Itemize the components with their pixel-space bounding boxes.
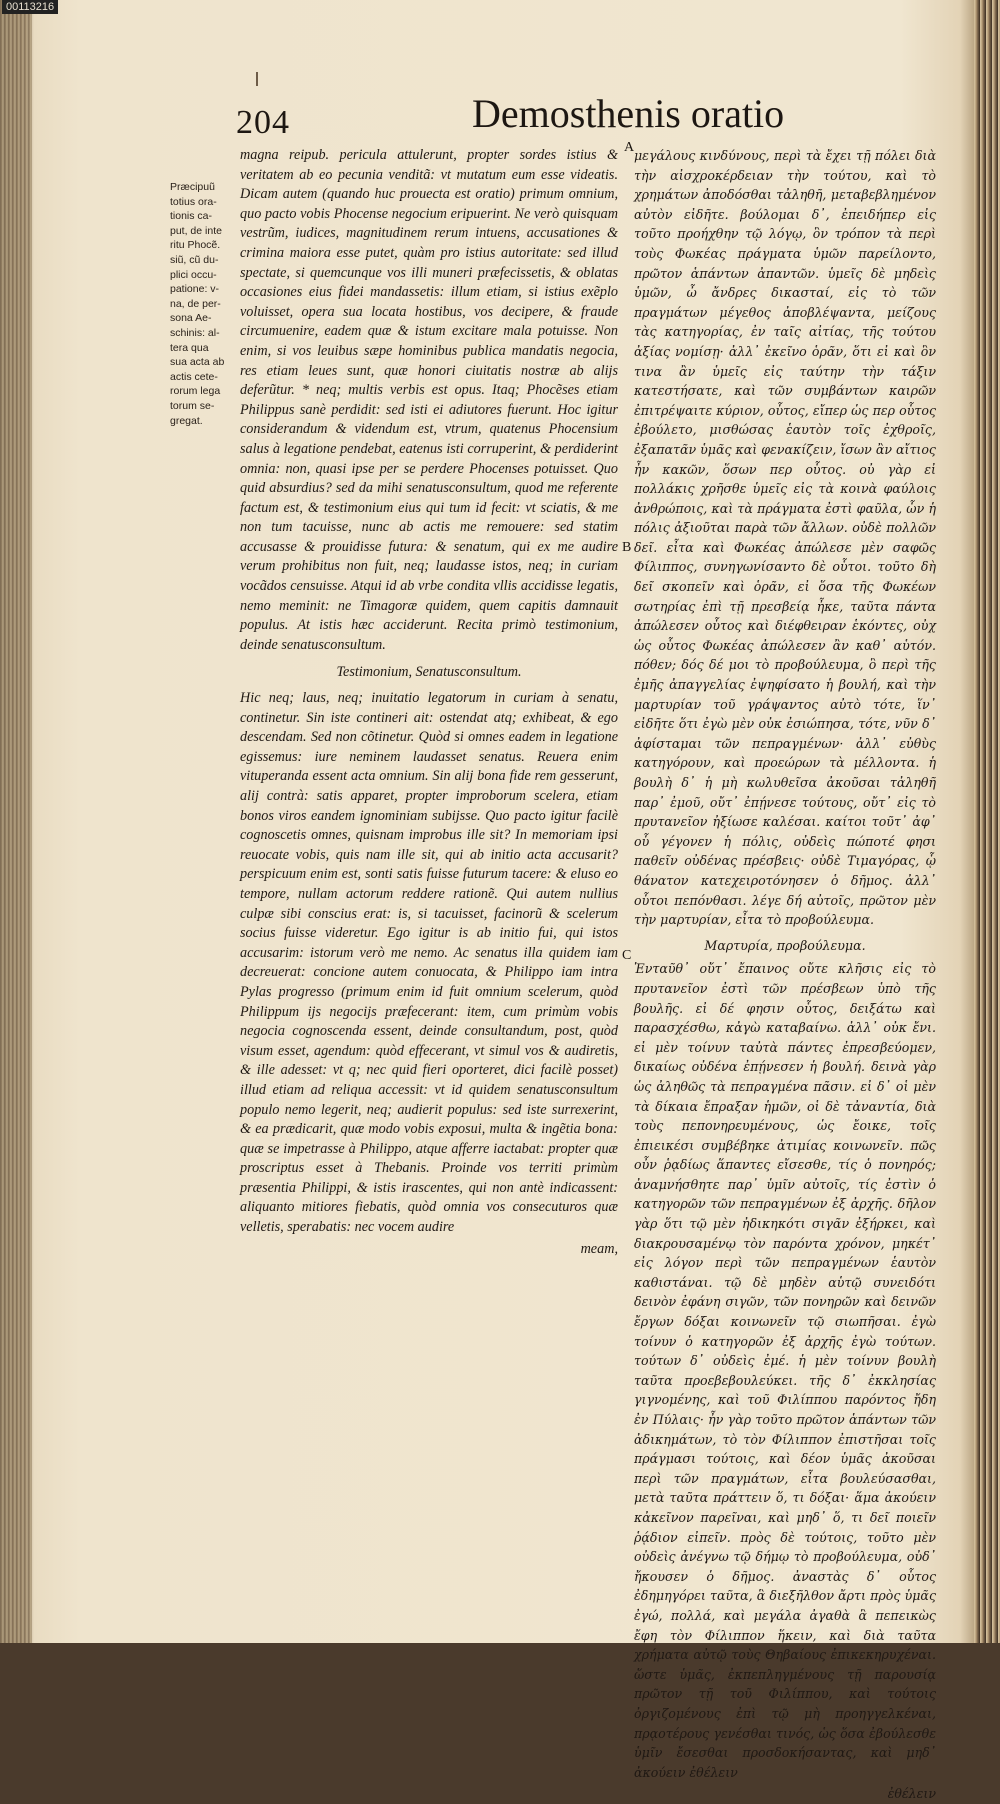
margin-note-line: siũ, cũ du- xyxy=(170,253,219,266)
margin-note-line: ritu Phocẽ. xyxy=(170,239,221,252)
greek-paragraph-1: μεγάλους κινδύνους, περὶ τὰ ἔχει τῇ πόλει διὰ τὴν αἰσχροκέρδειαν τὴν τούτου, καὶ τὸ χρημάτων ἀποδόσθαι τἀληθῆ, μεταβεβλημένον αὐτὸν εἰδῆτε. βούλομαι δ᾽, ἐπειδήπερ εἰς τοῦτο προήχθην τῷ λόγῳ, ὃν τρόπον τὰ περὶ τοὺς Φωκέας πράγματα ὑμῶν παρείλοντο, πρῶτον ἁπάντων ἀπαντῶν. ὑμεῖς δὲ μηδεὶς ὑμῶν, ὦ ἄνδρες δικασταί, εἰς τὸ τῶν πραγμάτων μέγεθος ἀποβλέψαντα, μείζους τὰς κατηγορίας, ἐν ταῖς αἰτίας, τῆς τούτου ἀξίας νομίσῃ· ἀλλ᾽ ἐκεῖνο ὁρᾶν, ὅτι εἰ καὶ ὃν τινα ἂν ὑμεῖς εἰς ταύτην τὴν τάξιν κατεστήσατε, καὶ τῶν συμβάντων καιρῶν ἐπιτρέψαιτε κύριον, οὗτος, εἴπερ ὡς περ οὗτος ἐβούλετο, μισθώσας ἑαυτὸν τοῖς ἐχθροῖς, ἐξαπατᾶν ὑμᾶς καὶ φενακίζειν, ἴσων ἂν αἴτιος ἦν κακῶν, ὅσων περ οὗτος. οὐ γὰρ εἰ πολλάκις χρῆσθε ὑμεῖς εἰς τὰ κοινὰ φαύλοις ἀνθρώποις, καὶ τὰ πράγματα ἐστὶ φαῦλα, ὧν ἡ πόλις ἀξιοῦται παρὰ τῶν ἄλλων. οὐδὲ πολλῶν δεῖ. εἶτα καὶ Φωκέας ἀπώλεσε μὲν σαφῶς Φίλιππος, συνηγωνίσαντο δὲ οὗτοι. τοῦτο δὴ δεῖ σκοπεῖν καὶ ὁρᾶν, εἰ ὅσα τῆς Φωκέων σωτηρίας ἐπὶ τῇ πρεσβείᾳ ἦκε, ταῦτα πάντα ἀπώλεσεν οὗτος καὶ διέφθειραν ἑκόντες, οὐχ ὡς οὗτος Φωκέας ἀπώλεσεν ἂν καθ᾽ αὑτόν. πόθεν; δός δέ μοι τὸ προβούλευμα, ὃ περὶ τῆς ἐμῆς ἀπαγγελίας ἐψηφίσατο ἡ βουλή, καὶ τὴν μαρτυρίαν τοῦ γράψαντος αὐτὸ τότε, ἵν᾽ εἰδῆτε ὅτι ἐγὼ μὲν οὐκ ἐσιώπησα, τότε, νῦν δ᾽ ἀφίσταμαι τῶν πεπραγμένων· ἀλλ᾽ εὐθὺς κατηγόρουν, καὶ προεώρων τὰ μέλλοντα. ἡ βουλὴ δ᾽ ἡ μὴ κωλυθεῖσα ἀκοῦσαι τἀληθῆ παρ᾽ ἐμοῦ, οὔτ᾽ ἐπῄνεσε τούτους, οὔτ᾽ εἰς τὸ πρυτανεῖον ἠξίωσε καλέσαι. καίτοι τοῦτ᾽ ἀφ᾽ οὗ γέγονεν ἡ πόλις, οὐδεὶς πώποτέ φησι παθεῖν οὐδένας πρέσβεις· οὐδὲ Τιμαγόρας, ᾧ θάνατον κατεχειροτόνησεν ὁ δῆμος. ἀλλ᾽ οὗτοι πεπόνθασι. λέγε δή αὐτοῖς, πρῶτον μὲν τὴν μαρτυρίαν, εἶτα τὸ προβούλευμα. xyxy=(634,148,936,928)
margin-note-line: schinis: al- xyxy=(170,326,220,339)
margin-note-line: totius ora- xyxy=(170,195,217,208)
latin-paragraph-1: magna reipub. pericula attulerunt, propter sordes istius & veritatem ab eo pecunia venditã: vt mutatum eum esse videatis. Dicam autem (quando huc prouecta est oratio) primum omnium, quo pacto vobis Phocense negocium eripuerint. Ne verò quisquam vestrũm, iudices, magnitudinem rerum intuens, accusationes & crimina maiora esse putet, quàm pro istius autoritate: sed illud spectate, si quemcunque vos illi muneri præfecissetis, & oblatas occasiones eius fidei mandassetis: illum etiam, si istius exẽplo voluisset, opera sua locata hostibus, vos decipere, & fraude circumuenire, eadem quæ & istum excitare mala potuisse. Non enim, si vos leuibus sæpe hominibus publica mandatis negocia, res etiam leues sunt, quæ honori ciuitatis nostræ ab alijs deferũtur. * neq; multis verbis est opus. Itaq; Phocẽses etiam Philippus sanè perdidit: sed isti ei adiutores fuerunt. Hoc igitur considerandum & videndum est, vtrum, quatenus Phocensium salus à legatione pendebat, eatenus isti corruperint, & perdiderint omnia: non, quasi ipse per se perdere Phocenses potuisset. Quo quid absurdius? sed da mihi senatusconsultum, quod me referente factum est, & testimonium eius qui tum id fecit: vt sciatis, & me non tum tacuisse, nunc ab actis me remouere: sed statim accusasse & prouidisse futura: & senatum, qui ex me audire verum prohibitus non fuit, neq; laudasse istos, neq; in curiam vocãdos censuisse. Atqui id ab vrbe condita vllis accidisse legatis, nemo meminit: ne Timagoræ quidem, quem capitis damnauit populus. At istis hæc acciderunt. Recita primò testimonium, deinde senatusconsultum. xyxy=(240,147,618,653)
page-header xyxy=(236,88,796,148)
margin-note-line: patione: v- xyxy=(170,283,220,296)
archive-id-label: 00113216 xyxy=(2,0,58,14)
margin-note-line: torum se- xyxy=(170,399,215,412)
right-page-edges xyxy=(974,0,1000,1643)
greek-catchword: ἐθέλειν xyxy=(887,1786,936,1802)
margin-note-line: gregat. xyxy=(170,414,203,427)
margin-note-line: tionis ca- xyxy=(170,210,213,223)
page-number: 204 xyxy=(236,104,290,141)
margin-note-line: sona Ae- xyxy=(170,312,212,325)
margin-note-line: actis cete- xyxy=(170,370,218,383)
margin-note-line: tera qua xyxy=(170,341,209,354)
greek-column xyxy=(634,146,936,1804)
margin-note-line: na, de per- xyxy=(170,297,221,310)
section-mark-c: C xyxy=(622,948,632,963)
section-mark-a: A xyxy=(624,140,635,155)
margin-note-line: plici occu- xyxy=(170,268,217,281)
ink-mark xyxy=(256,72,258,86)
greek-section-heading: Μαρτυρία, προβούλευμα. xyxy=(704,937,866,953)
latin-paragraph-2: Hic neq; laus, neq; inuitatio legatorum in curiam à senatu, continetur. Sin iste contineri ait: ostendat atq; exhibeat, & ego descendam. Sed non cõtinetur. Quòd si omnes eadem in legatione egissemus: iure neminem laudasset senatus. Reuera enim vituperanda essent acta omnium. Sin alij bona fide rem gesserunt, alij contrà: satis apparet, propter improborum scelera, etiam bonos viros eandem ignominiam subijsse. Quo pacto igitur facilè cognoscetis omnes, quisnam improbus ille sit? In memoriam ipsi reuocate vobis, quis nam ille sit, qui ab initio acta accusarit? perspicuum enim est, sonti satis fuisse futurum tacere: & eluso eo tempore, nullam actorum reddere rationẽ. Qui autem nullius culpæ sibi conscius erat: is, si tacuisset, facinorũ & scelerum socius fuisse videretur. Ego igitur is ab initio fui, qui istos accusarim: istorum verò me nemo. Ac senatus illa quidem iam decreuerat: concione autem conuocata, & Philippo iam intra Pylas progresso (primum enim id fuit omnium scelerum, quòd Philippum ijs negocijs præfecerant: item, cum primùm vobis negocia cognoscenda essent, deinde consultandum, post, quòd visum esset, agendum: quòd effecerant, vt simul vos & audiretis, & ille adesset: vt q; nec quid fieri oporteret, dici facilè posset) illud etiam ad reliqua accessit: vt id quidem senatusconsultum populo nemo legerit, neq; audierit populus: sed iste surrexerint, & ea prædicarit, quæ modo vobis exposui, multa & ingẽtia bona: quæ se impetrasse à Philippo, atque afferre iactabat: propter quæ proscriptus esset à Thebanis. Proinde vos territi primùm præsentia Philippi, & istis irascentes, qui non antè indicassent: aliquanto mitiores fiebatis, quòd omnia vos consecuturos quæ velletis, sperabatis: nec vocem audire xyxy=(240,690,618,1236)
margin-note-line: put, de inte xyxy=(170,224,222,237)
latin-catchword: meam, xyxy=(580,1240,618,1257)
margin-note xyxy=(170,180,236,428)
latin-column xyxy=(240,146,618,1259)
left-page-edges xyxy=(0,0,32,1643)
margin-note-line: rorum lega xyxy=(170,385,221,398)
greek-paragraph-2: Ἐνταῦθ᾽ οὔτ᾽ ἔπαινος οὔτε κλῆσις εἰς τὸ πρυτανεῖον ἐστὶ τῶν πρέσβεων ὑπὸ τῆς βουλῆς. εἰ δέ φησιν οὗτος, δειξάτω καὶ παρασχέσθω, κἀγὼ καταβαίνω. ἀλλ᾽ οὐκ ἔνι. εἰ μὲν τοίνυν ταὐτὰ πάντες ἐπρεσβεύομεν, δικαίως οὐδένα ἐπῄνεσεν ἡ βουλή. δεινὰ γὰρ ὡς ἀληθῶς τὰ πεπραγμένα πᾶσιν. εἰ δ᾽ οἱ μὲν τὰ δίκαια ἔπραξαν ἡμῶν, οἱ δὲ τἀναντία, διὰ τοὺς πεπονηρευμένους, ὡς ἔοικε, τοῖς ἐπιεικέσι συμβέβηκε ἀτιμίας κοινωνεῖν. πῶς οὖν ῥᾳδίως ἅπαντες εἴσεσθε, τίς ὁ πονηρός; ἀναμνήσθητε παρ᾽ ὑμῖν αὐτοῖς, τίς ἐστὶν ὁ κατηγορῶν τῶν πεπραγμένων ἐξ ἀρχῆς. δῆλον γὰρ ὅτι τῷ μὲν ἠδικηκότι σιγᾶν ἐξήρκει, καὶ διακρουσαμένῳ τὸν παρόντα χρόνον, μηκέτ᾽ εἰς λόγον περὶ τῶν πεπραγμένων ἑαυτὸν καθιστάναι. τῷ δὲ μηδὲν αὑτῷ συνειδότι δεινὸν ἐφάνη σιγῶν, τῶν πονηρῶν καὶ δεινῶν ἔργων δόξαι κοινωνεῖν τῷ σιωπῆσαι. ἐγὼ τοίνυν ὁ κατηγορῶν ἐξ ἀρχῆς ἐγὼ τούτων. τούτων δ᾽ οὐδεὶς ἐμέ. ἡ μὲν τοίνυν βουλὴ ταῦτα προεβεβουλεύκει. τῆς δ᾽ ἐκκλησίας γιγνομένης, καὶ τοῦ Φιλίππου παρόντος ἤδη ἐν Πύλαις· ἦν γὰρ τοῦτο πρῶτον ἁπάντων τῶν ἀδικημάτων, τὸ τὸν Φίλιππον ἐπιστῆσαι τοῖς πράγμασι τούτοις, καὶ δέον ὑμᾶς ἀκοῦσαι περὶ τῶν πραγμάτων, εἶτα βουλεύσασθαι, μετὰ ταῦτα πράττειν ὅ, τι δόξαι· ἅμα ἀκούειν κἀκεῖνον παρεῖναι, καὶ μηδ᾽ ὅ, τι δεῖ ποιεῖν ῥᾴδιον εἰπεῖν. πρὸς δὲ τούτοις, τοῦτο μὲν οὐδεὶς ἀνέγνω τῷ δήμῳ τὸ προβούλευμα, οὐδ᾽ ἤκουσεν ὁ δῆμος. ἀναστὰς δ᾽ οὗτος ἐδημηγόρει ταῦτα, ἃ διεξῆλθον ἄρτι πρὸς ὑμᾶς ἐγώ, πολλά, καὶ μεγάλα ἀγαθὰ ἃ πεπεικὼς ἔφη τὸν Φίλιππον ἥκειν, καὶ διὰ ταῦτα χρήματα αὐτῷ τοὺς Θηβαίους ἐπικεκηρυχέναι. ὥστε ὑμᾶς, ἐκπεπληγμένους τῇ παρουσίᾳ πρῶτον τῇ τοῦ Φιλίππου, καὶ τούτοις ὀργιζομένους ἐπὶ τῷ μὴ προηγγελκέναι, πρᾳοτέρους γενέσθαι τινός, ὡς ὅσα ἐβούλεσθε ὑμῖν ἔσεσθαι προσδοκήσαντας, καὶ μηδ᾽ ἀκούειν ἐθέλειν xyxy=(634,961,936,1780)
margin-note-line: sua acta ab xyxy=(170,356,225,369)
margin-note-line: Præcipuũ xyxy=(170,181,215,193)
section-mark-b: B xyxy=(622,540,632,555)
running-title: Demosthenis oratio xyxy=(472,91,785,136)
latin-section-heading: Testimonium, Senatusconsultum. xyxy=(336,664,522,681)
